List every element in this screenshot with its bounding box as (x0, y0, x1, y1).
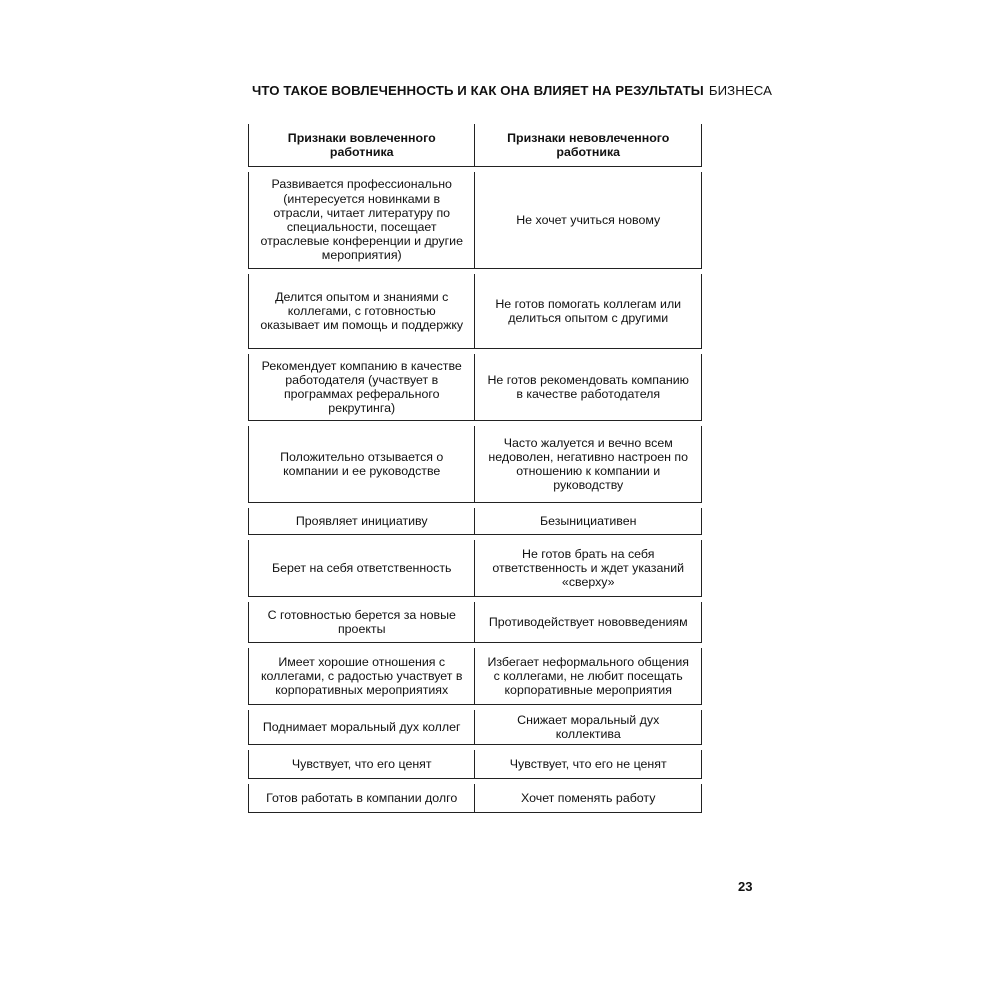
table-row (248, 750, 702, 779)
cell-disengaged: Противодействует нововведениям (475, 602, 702, 643)
table-row (248, 508, 702, 535)
cell-engaged: Имеет хорошие отношения с коллегами, с радостью участвует в корпоративных мероприятиях (248, 648, 475, 705)
cell-disengaged: Не готов помогать коллегам или делиться опытом с другими (475, 274, 702, 349)
cell-engaged: Проявляет инициативу (248, 508, 475, 535)
cell-disengaged: Избегает неформального общения с коллегами, не любит посещать корпоративные мероприятия (475, 648, 702, 705)
cell-disengaged: Часто жалуется и вечно всем недоволен, негативно настроен по отношению к компании и руководству (475, 426, 702, 503)
cell-disengaged: Снижает моральный дух коллектива (475, 710, 702, 745)
table-header-row (248, 124, 702, 167)
table-row (248, 274, 702, 349)
table-row (248, 540, 702, 597)
cell-disengaged: Не готов брать на себя ответственность и ждет указаний «сверху» (475, 540, 702, 597)
table-row (248, 710, 702, 745)
running-head-subtitle: БИЗНЕСА (708, 83, 772, 98)
page-number: 23 (738, 879, 753, 894)
comparison-table-wrapper (248, 124, 702, 813)
table-row (248, 354, 702, 421)
cell-disengaged: Хочет поменять работу (475, 784, 702, 813)
cell-engaged: Берет на себя ответственность (248, 540, 475, 597)
comparison-table (248, 124, 702, 813)
cell-engaged: С готовностью берется за новые проекты (248, 602, 475, 643)
table-row (248, 602, 702, 643)
cell-engaged: Рекомендует компанию в качестве работодателя (участвует в программах реферального рекрутинга) (248, 354, 475, 421)
column-header-engaged: Признаки вовлеченного работника (248, 124, 475, 167)
cell-disengaged: Безынициативен (475, 508, 702, 535)
table-body (248, 167, 702, 813)
cell-engaged: Чувствует, что его ценят (248, 750, 475, 779)
cell-engaged: Положительно отзывается о компании и ее руководстве (248, 426, 475, 503)
table-row (248, 426, 702, 503)
table-row (248, 648, 702, 705)
cell-disengaged: Не готов рекомендовать компанию в качестве работодателя (475, 354, 702, 421)
running-head-title: ЧТО ТАКОЕ ВОВЛЕЧЕННОСТЬ И КАК ОНА ВЛИЯЕТ НА РЕЗУЛЬТАТЫ (252, 83, 704, 98)
cell-engaged: Готов работать в компании долго (248, 784, 475, 813)
column-header-disengaged: Признаки невовлеченного работника (475, 124, 702, 167)
table-row (248, 784, 702, 813)
cell-disengaged: Не хочет учиться новому (475, 172, 702, 269)
cell-disengaged: Чувствует, что его не ценят (475, 750, 702, 779)
cell-engaged: Поднимает моральный дух коллег (248, 710, 475, 745)
running-head (252, 82, 772, 100)
table-row (248, 172, 702, 269)
cell-engaged: Делится опытом и знаниями с коллегами, с готовностью оказывает им помощь и поддержку (248, 274, 475, 349)
cell-engaged: Развивается профессионально (интересуется новинками в отрасли, читает литературу по специальности, посещает отраслевые конференции и другие мероприятия) (248, 172, 475, 269)
